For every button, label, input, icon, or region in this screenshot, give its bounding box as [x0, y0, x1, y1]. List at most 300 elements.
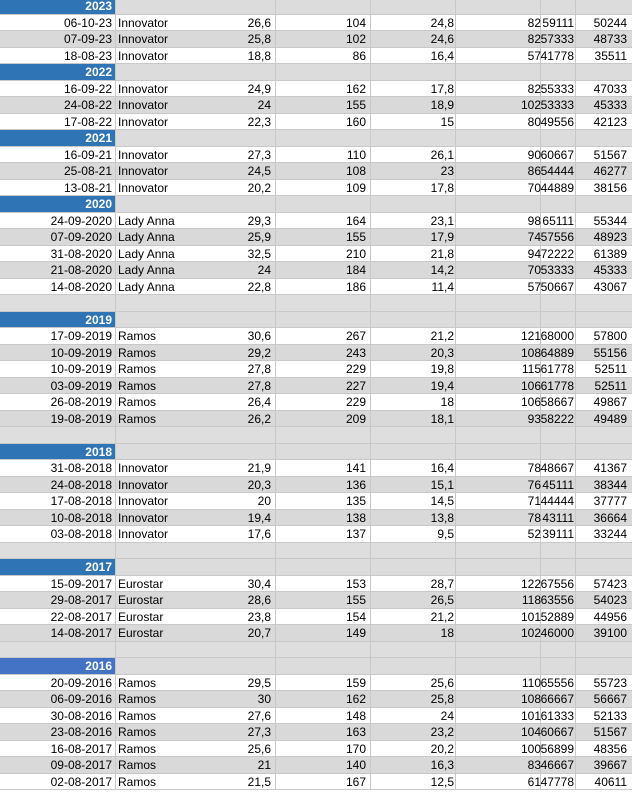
table-row[interactable]: [0, 510, 632, 527]
boat-cell[interactable]: Innovator: [118, 48, 169, 63]
value-cell-1[interactable]: 25,9: [247, 230, 271, 244]
boat-cell[interactable]: Lady Anna: [118, 213, 175, 228]
value-cell-2[interactable]: 148: [345, 708, 366, 723]
value-cell-4[interactable]: 101: [520, 609, 541, 624]
value-cell-1[interactable]: 26,4: [247, 395, 271, 409]
table-row[interactable]: [0, 229, 632, 246]
table-row[interactable]: [0, 97, 632, 114]
value-cell-5[interactable]: 61778: [540, 378, 574, 393]
value-cell-2[interactable]: 140: [345, 758, 366, 772]
value-cell-1[interactable]: 22,8: [247, 279, 271, 294]
table-row[interactable]: [0, 708, 632, 725]
value-cell-3[interactable]: 14,5: [430, 494, 454, 508]
boat-cell[interactable]: Ramos: [118, 774, 157, 789]
value-cell-5[interactable]: 47778: [540, 774, 574, 789]
table-row[interactable]: [0, 48, 632, 65]
value-cell-6[interactable]: 54023: [593, 593, 627, 607]
boat-cell[interactable]: Innovator: [118, 147, 169, 162]
table-row[interactable]: [0, 741, 632, 758]
value-cell-1[interactable]: 21,5: [247, 774, 271, 789]
value-cell-6[interactable]: 44956: [593, 609, 627, 624]
value-cell-4[interactable]: 108: [520, 345, 541, 360]
boat-cell[interactable]: Innovator: [118, 15, 169, 30]
value-cell-4[interactable]: 82: [527, 81, 541, 96]
value-cell-6[interactable]: 39667: [593, 758, 627, 772]
date-cell[interactable]: 29-08-2017: [50, 593, 112, 607]
table-row[interactable]: [0, 147, 632, 164]
value-cell-3[interactable]: 28,7: [430, 576, 454, 591]
value-cell-3[interactable]: 18,9: [430, 98, 454, 112]
boat-cell[interactable]: Innovator: [118, 510, 169, 525]
value-cell-6[interactable]: 39100: [593, 626, 627, 640]
boat-cell[interactable]: Innovator: [118, 81, 169, 96]
boat-cell[interactable]: Ramos: [118, 329, 157, 343]
value-cell-1[interactable]: 24: [257, 98, 271, 112]
value-cell-6[interactable]: 43067: [593, 279, 627, 294]
date-cell[interactable]: 16-08-2017: [50, 741, 112, 756]
value-cell-6[interactable]: 49489: [593, 411, 627, 426]
boat-cell[interactable]: Innovator: [118, 98, 169, 112]
value-cell-4[interactable]: 78: [527, 461, 541, 475]
date-cell[interactable]: 20-09-2016: [50, 675, 112, 690]
date-cell[interactable]: 10-09-2019: [50, 362, 112, 376]
value-cell-6[interactable]: 40611: [594, 774, 627, 789]
value-cell-4[interactable]: 83: [527, 758, 541, 772]
date-cell[interactable]: 18-08-23: [63, 48, 112, 63]
value-cell-5[interactable]: 41778: [540, 48, 574, 63]
boat-cell[interactable]: Ramos: [118, 345, 157, 360]
value-cell-6[interactable]: 51567: [593, 725, 627, 739]
value-cell-1[interactable]: 29,3: [247, 213, 271, 228]
table-row[interactable]: [0, 724, 632, 741]
value-cell-1[interactable]: 26,6: [247, 15, 271, 30]
value-cell-3[interactable]: 18: [440, 626, 454, 640]
date-cell[interactable]: 25-08-21: [63, 164, 112, 178]
value-cell-3[interactable]: 13,8: [430, 510, 454, 525]
year-label[interactable]: 2023: [0, 0, 115, 14]
value-cell-5[interactable]: 39111: [542, 527, 574, 541]
value-cell-6[interactable]: 52133: [593, 708, 627, 723]
value-cell-4[interactable]: 57: [527, 48, 541, 63]
value-cell-6[interactable]: 41367: [593, 461, 627, 475]
value-cell-4[interactable]: 100: [520, 741, 541, 756]
value-cell-1[interactable]: 22,3: [247, 114, 271, 129]
value-cell-3[interactable]: 20,2: [430, 741, 454, 756]
value-cell-3[interactable]: 21,2: [430, 329, 454, 343]
value-cell-4[interactable]: 86: [527, 164, 541, 178]
value-cell-3[interactable]: 25,8: [430, 692, 454, 706]
value-cell-1[interactable]: 17,6: [247, 527, 271, 541]
value-cell-6[interactable]: 49867: [593, 395, 627, 409]
value-cell-3[interactable]: 20,3: [430, 345, 454, 360]
value-cell-1[interactable]: 24,5: [247, 164, 271, 178]
value-cell-4[interactable]: 74: [527, 230, 541, 244]
table-row[interactable]: [0, 493, 632, 510]
date-cell[interactable]: 24-08-2018: [50, 477, 112, 492]
value-cell-2[interactable]: 135: [345, 494, 366, 508]
value-cell-3[interactable]: 25,6: [430, 675, 454, 690]
boat-cell[interactable]: Innovator: [118, 114, 169, 129]
table-row[interactable]: [0, 576, 632, 593]
value-cell-1[interactable]: 20: [257, 494, 271, 508]
value-cell-3[interactable]: 17,8: [430, 81, 454, 96]
value-cell-3[interactable]: 17,8: [430, 180, 454, 195]
value-cell-1[interactable]: 21,9: [247, 461, 271, 475]
date-cell[interactable]: 06-10-23: [63, 15, 112, 30]
date-cell[interactable]: 16-09-21: [63, 147, 112, 162]
value-cell-4[interactable]: 52: [527, 527, 541, 541]
boat-cell[interactable]: Lady Anna: [118, 263, 175, 277]
value-cell-3[interactable]: 12,5: [430, 774, 454, 789]
value-cell-4[interactable]: 115: [521, 362, 541, 376]
table-row[interactable]: [0, 163, 632, 180]
boat-cell[interactable]: Lady Anna: [118, 279, 175, 294]
date-cell[interactable]: 06-09-2016: [50, 692, 112, 706]
date-cell[interactable]: 19-08-2019: [50, 411, 112, 426]
value-cell-1[interactable]: 27,8: [247, 378, 271, 393]
value-cell-6[interactable]: 55344: [593, 213, 627, 228]
value-cell-2[interactable]: 186: [345, 279, 366, 294]
table-row[interactable]: [0, 757, 632, 774]
value-cell-3[interactable]: 17,9: [430, 230, 454, 244]
value-cell-4[interactable]: 104: [520, 725, 541, 739]
date-cell[interactable]: 26-08-2019: [50, 395, 112, 409]
value-cell-4[interactable]: 82: [527, 32, 541, 46]
date-cell[interactable]: 17-09-2019: [50, 329, 112, 343]
value-cell-5[interactable]: 53333: [540, 98, 574, 112]
table-row[interactable]: [0, 592, 632, 609]
value-cell-2[interactable]: 162: [345, 81, 366, 96]
value-cell-4[interactable]: 110: [521, 675, 541, 690]
value-cell-3[interactable]: 24,8: [430, 15, 454, 30]
value-cell-5[interactable]: 54444: [540, 164, 574, 178]
boat-cell[interactable]: Ramos: [118, 395, 157, 409]
year-label[interactable]: 2016: [0, 658, 115, 674]
table-row[interactable]: [0, 477, 632, 494]
date-cell[interactable]: 21-08-2020: [50, 263, 112, 277]
value-cell-4[interactable]: 82: [527, 15, 541, 30]
value-cell-2[interactable]: 109: [345, 180, 366, 195]
value-cell-4[interactable]: 98: [527, 213, 541, 228]
date-cell[interactable]: 17-08-2018: [50, 494, 112, 508]
year-label[interactable]: 2017: [0, 559, 115, 575]
value-cell-6[interactable]: 57800: [593, 329, 627, 343]
boat-cell[interactable]: Ramos: [118, 411, 157, 426]
value-cell-3[interactable]: 11,4: [431, 279, 454, 294]
value-cell-4[interactable]: 93: [527, 411, 541, 426]
table-row[interactable]: [0, 81, 632, 98]
value-cell-3[interactable]: 24,6: [430, 32, 454, 46]
value-cell-1[interactable]: 26,2: [247, 411, 271, 426]
value-cell-4[interactable]: 118: [521, 593, 541, 607]
value-cell-6[interactable]: 35511: [594, 48, 627, 63]
value-cell-2[interactable]: 227: [345, 378, 366, 393]
value-cell-1[interactable]: 24,9: [247, 81, 271, 96]
value-cell-6[interactable]: 57423: [593, 576, 627, 591]
date-cell[interactable]: 14-08-2017: [50, 626, 112, 640]
value-cell-3[interactable]: 23: [440, 164, 454, 178]
value-cell-2[interactable]: 154: [345, 609, 366, 624]
date-cell[interactable]: 10-08-2018: [50, 510, 112, 525]
value-cell-1[interactable]: 24: [257, 263, 271, 277]
table-row[interactable]: [0, 15, 632, 32]
value-cell-6[interactable]: 55156: [593, 345, 627, 360]
date-cell[interactable]: 24-09-2020: [50, 213, 112, 228]
date-cell[interactable]: 31-08-2020: [50, 246, 112, 261]
value-cell-5[interactable]: 64889: [540, 345, 574, 360]
value-cell-6[interactable]: 38156: [593, 180, 627, 195]
value-cell-6[interactable]: 45333: [593, 263, 627, 277]
value-cell-1[interactable]: 30: [257, 692, 271, 706]
value-cell-3[interactable]: 16,4: [430, 48, 454, 63]
value-cell-1[interactable]: 23,8: [247, 609, 271, 624]
value-cell-3[interactable]: 26,1: [430, 147, 454, 162]
value-cell-5[interactable]: 43111: [542, 510, 574, 525]
value-cell-5[interactable]: 72222: [540, 246, 574, 261]
value-cell-1[interactable]: 25,6: [247, 741, 271, 756]
value-cell-2[interactable]: 162: [345, 692, 366, 706]
value-cell-6[interactable]: 46277: [593, 164, 627, 178]
date-cell[interactable]: 07-09-23: [63, 32, 112, 46]
value-cell-5[interactable]: 46000: [540, 626, 574, 640]
boat-cell[interactable]: Ramos: [118, 675, 157, 690]
table-row[interactable]: [0, 625, 632, 642]
value-cell-2[interactable]: 102: [345, 32, 366, 46]
value-cell-5[interactable]: 53333: [540, 263, 574, 277]
value-cell-4[interactable]: 61: [527, 774, 541, 789]
date-cell[interactable]: 02-08-2017: [50, 774, 112, 789]
table-row[interactable]: [0, 691, 632, 708]
value-cell-5[interactable]: 44889: [540, 180, 574, 195]
value-cell-2[interactable]: 167: [345, 774, 366, 789]
value-cell-1[interactable]: 20,3: [247, 477, 271, 492]
boat-cell[interactable]: Innovator: [118, 527, 169, 541]
value-cell-5[interactable]: 65111: [542, 213, 574, 228]
table-row[interactable]: [0, 460, 632, 477]
value-cell-5[interactable]: 68000: [540, 329, 574, 343]
value-cell-5[interactable]: 63556: [540, 593, 574, 607]
value-cell-5[interactable]: 59111: [542, 15, 574, 30]
boat-cell[interactable]: Ramos: [118, 692, 157, 706]
value-cell-6[interactable]: 51567: [593, 147, 627, 162]
value-cell-4[interactable]: 106: [520, 395, 541, 409]
boat-cell[interactable]: Eurostar: [118, 593, 164, 607]
value-cell-2[interactable]: 243: [345, 345, 366, 360]
value-cell-5[interactable]: 61333: [540, 708, 574, 723]
value-cell-2[interactable]: 210: [345, 246, 366, 261]
value-cell-5[interactable]: 49556: [540, 114, 574, 129]
value-cell-2[interactable]: 170: [345, 741, 366, 756]
value-cell-3[interactable]: 18: [440, 395, 454, 409]
value-cell-3[interactable]: 18,1: [430, 411, 454, 426]
value-cell-3[interactable]: 16,3: [430, 758, 454, 772]
value-cell-5[interactable]: 57333: [540, 32, 574, 46]
table-row[interactable]: [0, 378, 632, 395]
value-cell-3[interactable]: 23,2: [430, 725, 454, 739]
value-cell-4[interactable]: 121: [520, 329, 541, 343]
value-cell-6[interactable]: 48923: [593, 230, 627, 244]
value-cell-4[interactable]: 76: [527, 477, 541, 492]
boat-cell[interactable]: Lady Anna: [118, 230, 175, 244]
table-row[interactable]: [0, 774, 632, 791]
date-cell[interactable]: 30-08-2016: [50, 708, 112, 723]
value-cell-6[interactable]: 45333: [593, 98, 627, 112]
value-cell-2[interactable]: 155: [345, 230, 366, 244]
value-cell-3[interactable]: 24: [440, 708, 454, 723]
value-cell-2[interactable]: 229: [345, 362, 366, 376]
value-cell-5[interactable]: 65556: [540, 675, 574, 690]
value-cell-6[interactable]: 55723: [593, 675, 627, 690]
value-cell-2[interactable]: 108: [345, 164, 366, 178]
boat-cell[interactable]: Eurostar: [118, 609, 164, 624]
table-row[interactable]: [0, 246, 632, 263]
value-cell-5[interactable]: 46667: [540, 758, 574, 772]
value-cell-3[interactable]: 26,5: [430, 593, 454, 607]
boat-cell[interactable]: Eurostar: [118, 576, 164, 591]
value-cell-3[interactable]: 21,8: [430, 246, 454, 261]
value-cell-2[interactable]: 141: [345, 461, 366, 475]
value-cell-5[interactable]: 50667: [540, 279, 574, 294]
value-cell-3[interactable]: 23,1: [430, 213, 454, 228]
value-cell-5[interactable]: 60667: [540, 725, 574, 739]
value-cell-5[interactable]: 55333: [540, 81, 574, 96]
table-row[interactable]: [0, 114, 632, 131]
value-cell-1[interactable]: 27,3: [247, 147, 271, 162]
value-cell-4[interactable]: 78: [527, 510, 541, 525]
value-cell-5[interactable]: 45111: [542, 477, 574, 492]
boat-cell[interactable]: Ramos: [118, 741, 157, 756]
value-cell-2[interactable]: 149: [345, 626, 366, 640]
year-label[interactable]: 2019: [0, 312, 115, 328]
value-cell-3[interactable]: 14,2: [430, 263, 454, 277]
value-cell-5[interactable]: 66667: [540, 692, 574, 706]
value-cell-4[interactable]: 90: [527, 147, 541, 162]
value-cell-1[interactable]: 27,3: [247, 725, 271, 739]
year-label[interactable]: 2022: [0, 64, 115, 80]
value-cell-6[interactable]: 33244: [593, 527, 627, 541]
year-label[interactable]: 2021: [0, 130, 115, 146]
year-label[interactable]: 2020: [0, 196, 115, 212]
value-cell-3[interactable]: 19,4: [430, 378, 454, 393]
boat-cell[interactable]: Ramos: [118, 758, 157, 772]
value-cell-5[interactable]: 67556: [540, 576, 574, 591]
value-cell-3[interactable]: 21,2: [430, 609, 454, 624]
value-cell-6[interactable]: 48356: [593, 741, 627, 756]
value-cell-6[interactable]: 50244: [593, 15, 627, 30]
table-row[interactable]: [0, 213, 632, 230]
date-cell[interactable]: 17-08-22: [63, 114, 112, 129]
table-row[interactable]: [0, 328, 632, 345]
value-cell-1[interactable]: 25,8: [247, 32, 271, 46]
value-cell-4[interactable]: 101: [520, 708, 541, 723]
boat-cell[interactable]: Ramos: [118, 708, 157, 723]
date-cell[interactable]: 09-08-2017: [50, 758, 112, 772]
date-cell[interactable]: 13-08-21: [63, 180, 112, 195]
value-cell-4[interactable]: 102: [520, 98, 541, 112]
value-cell-6[interactable]: 52511: [594, 378, 627, 393]
date-cell[interactable]: 15-09-2017: [50, 576, 112, 591]
table-row[interactable]: [0, 31, 632, 48]
value-cell-2[interactable]: 136: [345, 477, 366, 492]
value-cell-5[interactable]: 58222: [540, 411, 574, 426]
value-cell-4[interactable]: 80: [527, 114, 541, 129]
value-cell-4[interactable]: 71: [527, 494, 541, 508]
value-cell-5[interactable]: 57556: [540, 230, 574, 244]
boat-cell[interactable]: Eurostar: [118, 626, 164, 640]
value-cell-4[interactable]: 94: [527, 246, 541, 261]
value-cell-6[interactable]: 52511: [594, 362, 627, 376]
value-cell-2[interactable]: 104: [345, 15, 366, 30]
boat-cell[interactable]: Ramos: [118, 362, 157, 376]
date-cell[interactable]: 10-09-2019: [50, 345, 112, 360]
table-row[interactable]: [0, 394, 632, 411]
date-cell[interactable]: 24-08-22: [63, 98, 112, 112]
value-cell-2[interactable]: 267: [345, 329, 366, 343]
table-row[interactable]: [0, 526, 632, 543]
value-cell-1[interactable]: 30,4: [247, 576, 271, 591]
value-cell-6[interactable]: 61389: [593, 246, 627, 261]
value-cell-2[interactable]: 155: [345, 593, 366, 607]
value-cell-3[interactable]: 19,8: [430, 362, 454, 376]
value-cell-5[interactable]: 48667: [540, 461, 574, 475]
value-cell-1[interactable]: 30,6: [247, 329, 271, 343]
value-cell-3[interactable]: 15,1: [430, 477, 454, 492]
value-cell-1[interactable]: 27,6: [247, 708, 271, 723]
value-cell-3[interactable]: 9,5: [437, 527, 454, 541]
value-cell-5[interactable]: 60667: [540, 147, 574, 162]
boat-cell[interactable]: Innovator: [118, 461, 169, 475]
value-cell-1[interactable]: 21: [257, 758, 271, 772]
value-cell-2[interactable]: 164: [345, 213, 366, 228]
value-cell-1[interactable]: 19,4: [247, 510, 271, 525]
boat-cell[interactable]: Innovator: [118, 494, 169, 508]
value-cell-2[interactable]: 209: [345, 411, 366, 426]
value-cell-4[interactable]: 57: [527, 279, 541, 294]
boat-cell[interactable]: Ramos: [118, 725, 157, 739]
value-cell-6[interactable]: 56667: [593, 692, 627, 706]
value-cell-2[interactable]: 86: [352, 48, 366, 63]
value-cell-6[interactable]: 47033: [593, 81, 627, 96]
boat-cell[interactable]: Lady Anna: [118, 246, 175, 261]
value-cell-5[interactable]: 52889: [540, 609, 574, 624]
boat-cell[interactable]: Innovator: [118, 180, 169, 195]
value-cell-4[interactable]: 108: [520, 692, 541, 706]
boat-cell[interactable]: Ramos: [118, 378, 157, 393]
date-cell[interactable]: 03-09-2019: [50, 378, 112, 393]
value-cell-1[interactable]: 29,5: [247, 675, 271, 690]
date-cell[interactable]: 22-08-2017: [50, 609, 112, 624]
value-cell-2[interactable]: 138: [345, 510, 366, 525]
value-cell-2[interactable]: 184: [345, 263, 366, 277]
date-cell[interactable]: 03-08-2018: [50, 527, 112, 541]
table-row[interactable]: [0, 361, 632, 378]
table-row[interactable]: [0, 345, 632, 362]
date-cell[interactable]: 16-09-22: [63, 81, 112, 96]
table-row[interactable]: [0, 675, 632, 692]
value-cell-5[interactable]: 56899: [540, 741, 574, 756]
value-cell-2[interactable]: 160: [345, 114, 366, 129]
value-cell-4[interactable]: 70: [527, 263, 541, 277]
value-cell-4[interactable]: 122: [520, 576, 541, 591]
date-cell[interactable]: 14-08-2020: [50, 279, 112, 294]
value-cell-6[interactable]: 48733: [593, 32, 627, 46]
table-row[interactable]: [0, 411, 632, 428]
value-cell-1[interactable]: 20,2: [247, 180, 271, 195]
value-cell-2[interactable]: 110: [346, 147, 366, 162]
value-cell-2[interactable]: 137: [345, 527, 366, 541]
value-cell-1[interactable]: 27,8: [247, 362, 271, 376]
value-cell-2[interactable]: 163: [345, 725, 366, 739]
